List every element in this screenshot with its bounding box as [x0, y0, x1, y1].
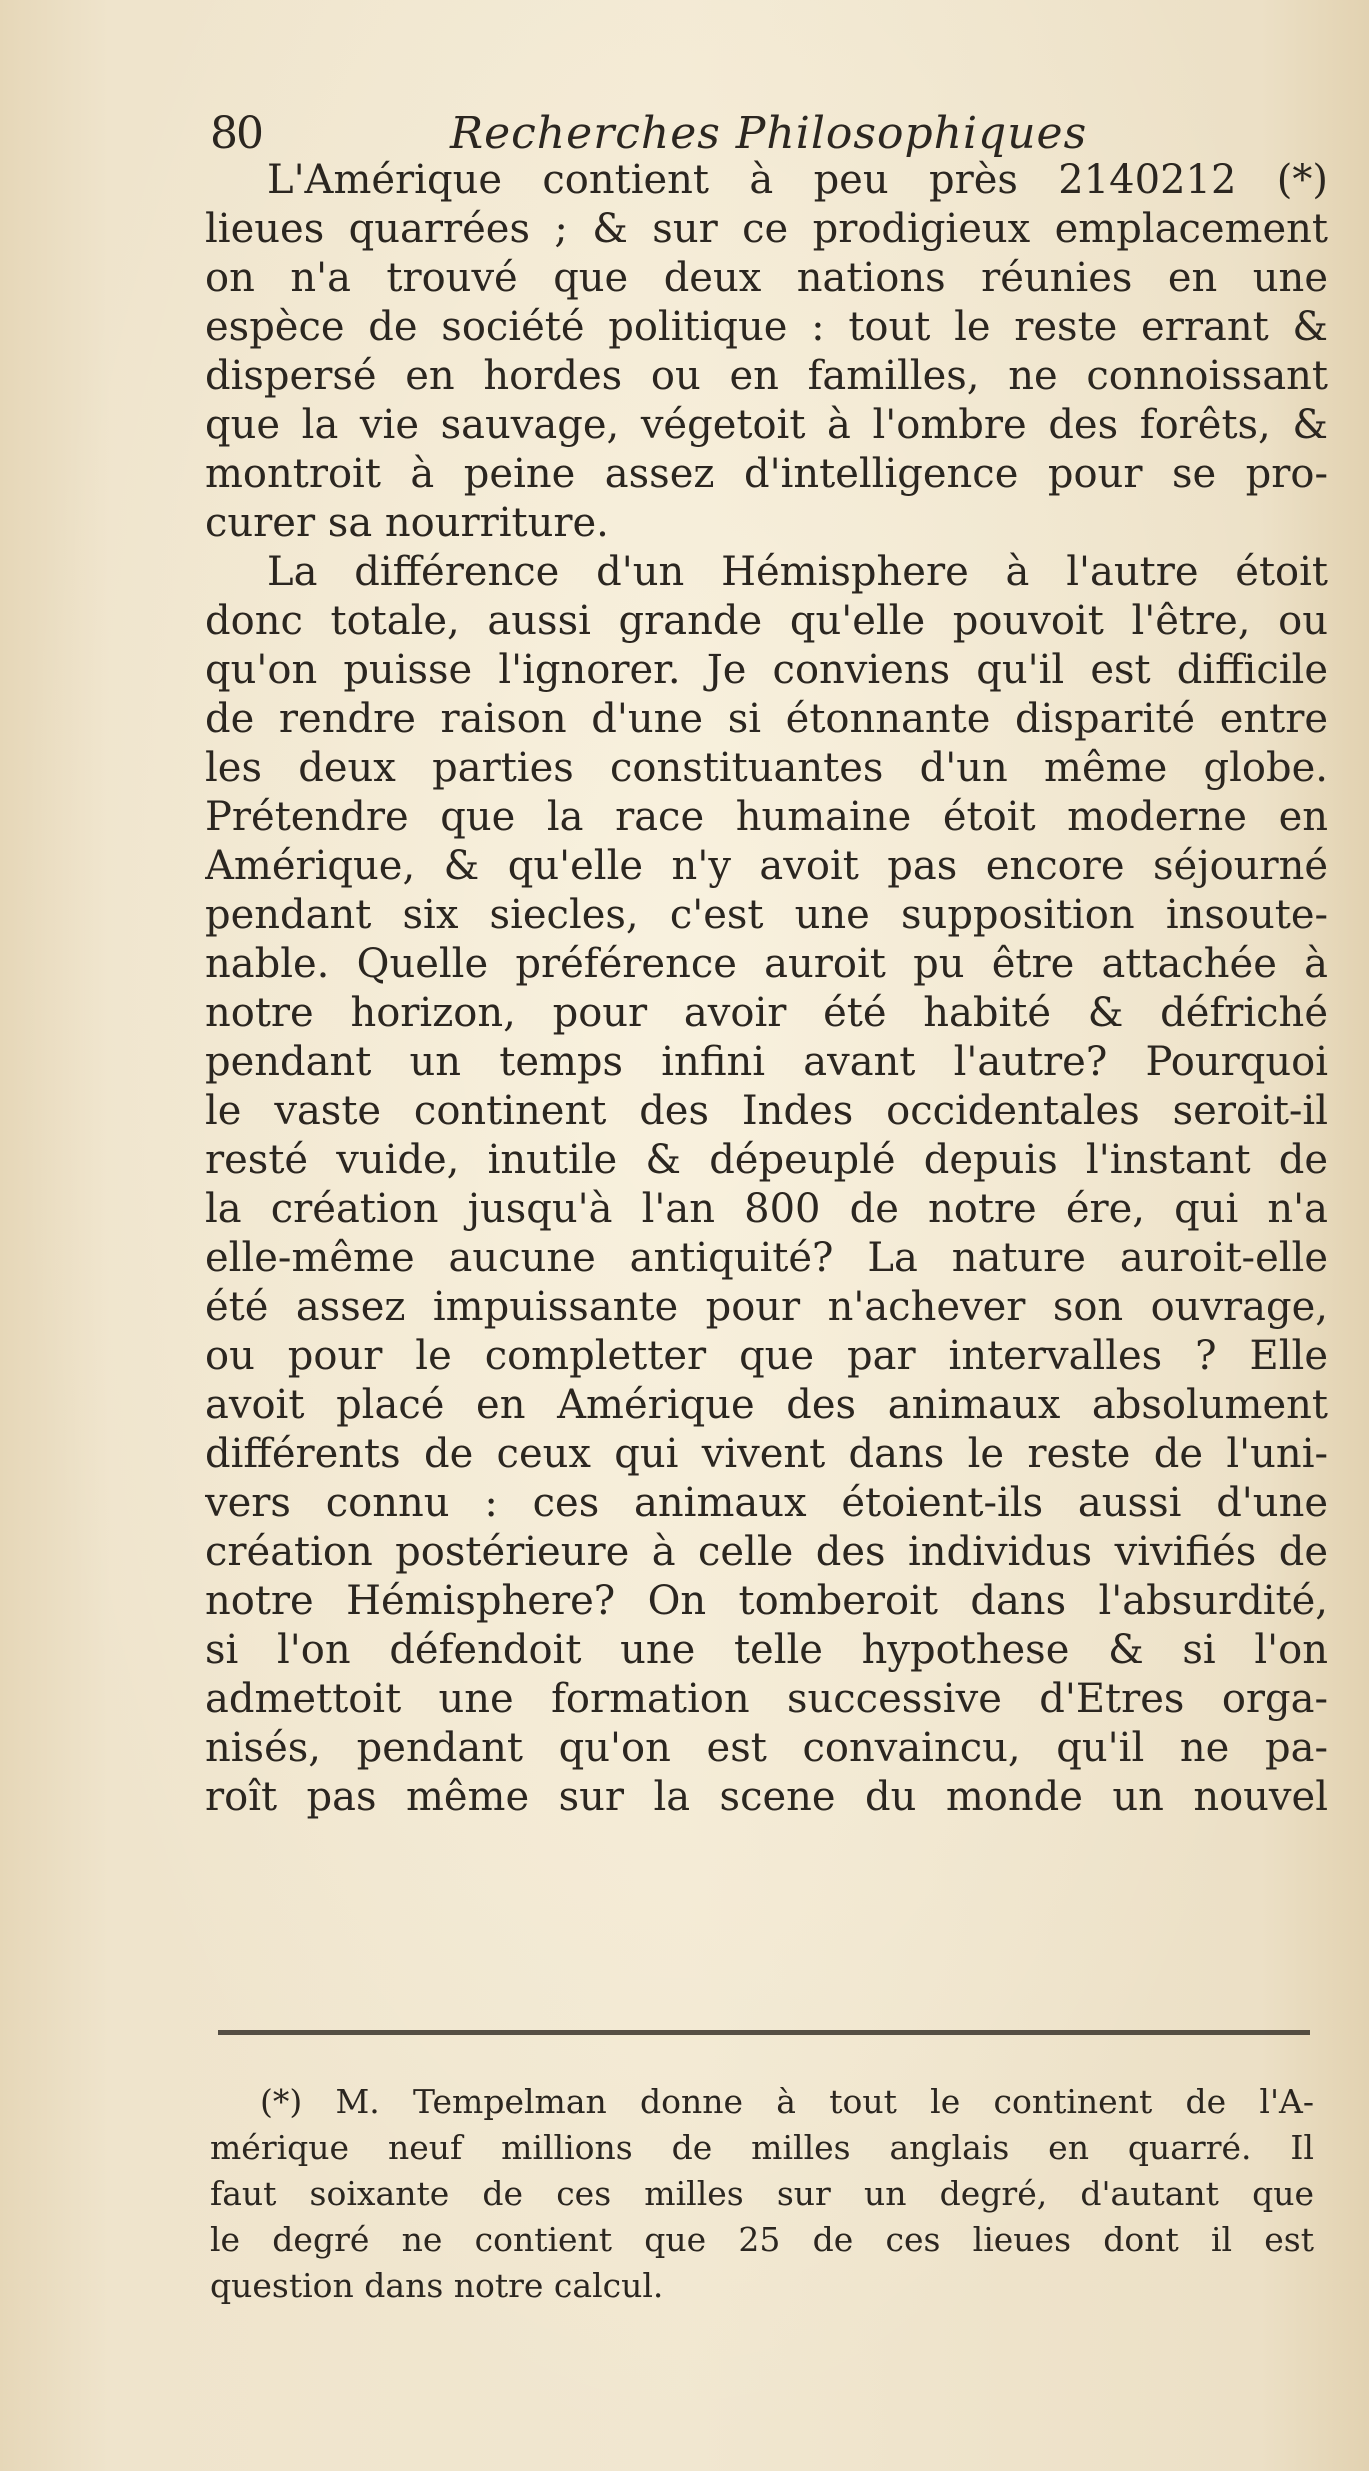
text-line: notre horizon, pour avoir été habité & défriché — [205, 990, 1328, 1036]
footnote-line: mérique neuf millions de milles anglais en quarré. Il — [210, 2128, 1314, 2167]
body-text — [205, 156, 1328, 1822]
text-line: lieues quarrées ; & sur ce prodigieux emplacement — [205, 206, 1328, 252]
footnote-line: question dans notre calcul. — [210, 2266, 664, 2305]
text-line: nable. Quelle préférence auroit pu être attachée à — [205, 941, 1328, 987]
text-line: été assez impuissante pour n'achever son ouvrage, — [205, 1284, 1328, 1330]
text-line: resté vuide, inutile & dépeuplé depuis l'instant de — [205, 1137, 1328, 1183]
text-line: nisés, pendant qu'on est convaincu, qu'il ne pa- — [205, 1725, 1328, 1771]
text-line: avoit placé en Amérique des animaux absolument — [205, 1382, 1328, 1428]
text-line: montroit à peine assez d'intelligence pour se pro- — [205, 451, 1328, 497]
text-line: espèce de société politique : tout le reste errant & — [205, 304, 1328, 350]
footnote-divider — [218, 2030, 1310, 2035]
text-line: pendant un temps infini avant l'autre? Pourquoi — [205, 1039, 1328, 1085]
footnote-line: (*) M. Tempelman donne à tout le continent de l'A- — [260, 2082, 1314, 2121]
text-line: on n'a trouvé que deux nations réunies en une — [205, 255, 1328, 301]
text-line: Amérique, & qu'elle n'y avoit pas encore séjourné — [205, 843, 1328, 889]
text-line: de rendre raison d'une si étonnante disparité entre — [205, 696, 1328, 742]
footnote-line: faut soixante de ces milles sur un degré, d'autant que — [210, 2174, 1314, 2213]
text-line: notre Hémisphere? On tomberoit dans l'absurdité, — [205, 1578, 1328, 1624]
footnote-line: le degré ne contient que 25 de ces lieues dont il est — [210, 2220, 1314, 2259]
text-line: la création jusqu'à l'an 800 de notre ére, qui n'a — [205, 1186, 1328, 1232]
text-line: elle-même aucune antiquité? La nature auroit-elle — [205, 1235, 1328, 1281]
text-line: si l'on défendoit une telle hypothese & si l'on — [205, 1627, 1328, 1673]
text-line: ou pour le completter que par intervalles ? Elle — [205, 1333, 1328, 1379]
text-line: qu'on puisse l'ignorer. Je conviens qu'il est difficile — [205, 647, 1328, 693]
text-line: le vaste continent des Indes occidentales seroit-il — [205, 1088, 1328, 1134]
text-line: les deux parties constituantes d'un même globe. — [205, 745, 1328, 791]
text-line: vers connu : ces animaux étoient-ils aussi d'une — [205, 1480, 1328, 1526]
footnote — [210, 2079, 1314, 2309]
text-line: admettoit une formation successive d'Etres orga- — [205, 1676, 1328, 1722]
text-line: différents de ceux qui vivent dans le reste de l'uni- — [205, 1431, 1328, 1477]
text-line: Prétendre que la race humaine étoit moderne en — [205, 794, 1328, 840]
text-line: que la vie sauvage, végetoit à l'ombre des forêts, & — [205, 402, 1328, 448]
text-line: création postérieure à celle des individus vivifiés de — [205, 1529, 1328, 1575]
text-line: curer sa nourriture. — [205, 500, 609, 546]
text-line: La différence d'un Hémisphere à l'autre étoit — [267, 549, 1328, 595]
running-head: Recherches Philosophiques — [450, 108, 1088, 159]
text-line: L'Amérique contient à peu près 2140212 (*) — [267, 157, 1328, 203]
text-line: donc totale, aussi grande qu'elle pouvoit l'être, ou — [205, 598, 1328, 644]
text-line: roît pas même sur la scene du monde un nouvel — [205, 1774, 1328, 1820]
page-number: 80 — [210, 108, 262, 159]
text-line: pendant six siecles, c'est une supposition insoute- — [205, 892, 1328, 938]
text-line: dispersé en hordes ou en familles, ne connoissant — [205, 353, 1328, 399]
